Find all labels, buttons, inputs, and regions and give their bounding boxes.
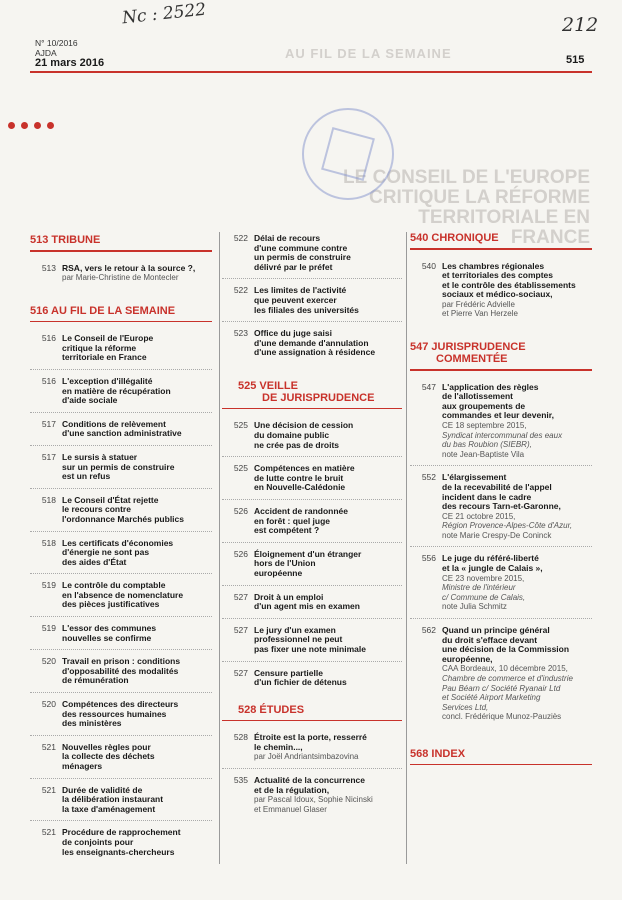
page-ref: 521 [41, 827, 56, 838]
toc-entry[interactable] [30, 581, 212, 610]
entry-title: d'aide sociale [62, 395, 118, 406]
page-ref: 525 [233, 463, 248, 474]
page-ref: 522 [233, 285, 248, 296]
page-ref: 521 [41, 741, 56, 752]
page-ref: 556 [421, 553, 436, 564]
entry-title: Procédure de rapprochement [62, 827, 181, 838]
page-ref: 526 [233, 548, 248, 559]
column-divider-1 [219, 232, 220, 864]
toc-entry[interactable] [222, 776, 402, 814]
page-ref: 519 [41, 580, 56, 591]
entry-title: Les chambres régionales [442, 260, 545, 271]
entry-citation: c/ Commune de Calais, [442, 592, 526, 602]
section-heading-line: 525 VEILLE [238, 379, 298, 392]
entry-title: Éloignement d'un étranger [254, 548, 362, 559]
page-ref: 520 [41, 656, 56, 667]
entry-body [62, 334, 212, 363]
section-heading [222, 704, 402, 716]
entry-separator [410, 618, 592, 619]
entry-title: critique la réforme [62, 342, 137, 353]
entry-title: L'élargissement [442, 472, 507, 483]
entry-title: Le jury d'un examen [254, 624, 336, 635]
page-ref: 518 [41, 494, 56, 505]
entry-citation: Chambre de commerce et d'industrie [442, 674, 573, 683]
toc-entry[interactable] [222, 286, 402, 315]
entry-separator [30, 649, 212, 650]
column-3 [410, 232, 592, 765]
entry-title: Droit à un emploi [254, 591, 324, 602]
entry-title: européenne [254, 567, 303, 578]
entry-title: de rémunération [62, 675, 129, 686]
entry-title: L'exception d'illégalité [62, 375, 153, 386]
toc-entry[interactable] [410, 626, 592, 722]
entry-body [442, 262, 592, 320]
entry-citation: CAA Bordeaux, 10 décembre 2015, [442, 664, 568, 674]
entry-title: Le sursis à statuer [62, 451, 138, 462]
entry-title: des ressources humaines [62, 708, 167, 719]
issue-date: 21 mars 2016 [35, 57, 105, 69]
handwritten-folio: 212 [562, 14, 599, 36]
page-ref: 518 [41, 537, 56, 548]
entry-title: des pièces justificatives [62, 599, 160, 610]
entry-title: RSA, vers le retour à la source ?, [62, 262, 196, 273]
toc-entry[interactable] [410, 383, 592, 460]
entry-body [62, 581, 212, 610]
entry-citation: note Marie Crespy-De Coninck [442, 530, 552, 540]
entry-body [62, 453, 212, 482]
entry-separator [30, 369, 212, 370]
toc-entry[interactable] [30, 828, 212, 857]
entry-title: de conjoints pour [62, 836, 134, 847]
page-ref: 523 [233, 328, 248, 339]
page-ref: 522 [233, 233, 248, 243]
entry-author: et Emmanuel Glaser [254, 804, 327, 814]
toc-entry[interactable] [222, 234, 402, 272]
entry-title: un permis de construire [254, 252, 351, 263]
entry-body [254, 464, 402, 493]
entry-citation: du bas Roubion (SIEBR), [442, 440, 532, 450]
toc-entry[interactable] [222, 507, 402, 536]
toc-entry[interactable] [410, 473, 592, 540]
entry-title: commandes et leur devenir, [442, 410, 554, 421]
entry-title: du droit s'efface devant [442, 634, 538, 645]
entry-separator [30, 445, 212, 446]
entry-separator [222, 456, 402, 457]
entry-title: Quand un principe général [442, 625, 550, 636]
entry-citation: Région Provence-Alpes-Côte d'Azur, [442, 521, 573, 531]
toc-entry[interactable] [30, 334, 212, 363]
entry-title: Durée de validité de [62, 784, 143, 795]
page-ref: 527 [233, 667, 248, 678]
entry-body [62, 264, 212, 283]
bleed-through-headline: LE CONSEIL DE L'EUROPE CRITIQUE LA RÉFORME TERRITORIALE EN FRANCE [343, 167, 590, 248]
entry-title: Censure partielle [254, 667, 323, 678]
entry-title: délivré par le préfet [254, 261, 333, 272]
entry-title: Le contrôle du comptable [62, 580, 166, 591]
entry-separator [30, 820, 212, 821]
toc-entry[interactable] [222, 464, 402, 493]
page-number: 515 [566, 54, 585, 66]
entry-title: européenne, [442, 653, 493, 664]
entry-body [62, 786, 212, 815]
toc-entry[interactable] [222, 329, 402, 358]
entry-body [254, 286, 402, 315]
entry-author: par Marie-Christine de Montecler [62, 273, 179, 283]
entry-title: sur un permis de construire [62, 461, 175, 472]
entry-separator [30, 692, 212, 693]
entry-body [254, 626, 402, 655]
entry-body [442, 473, 592, 540]
toc-entry[interactable] [222, 593, 402, 612]
entry-title: les filiales des universités [254, 304, 359, 315]
entry-title: ménagers [62, 761, 103, 771]
page-ref: 519 [41, 623, 56, 634]
toc-entry[interactable] [410, 262, 592, 320]
entry-body [254, 776, 402, 814]
entry-title: la délibération instaurant [62, 794, 164, 805]
entry-title: nouvelles se confirme [62, 632, 152, 643]
header-rule [30, 71, 592, 73]
entry-title: de l'allotissement [442, 391, 513, 402]
toc-entry[interactable] [30, 624, 212, 643]
entry-body [62, 700, 212, 729]
section-heading-line: 513 TRIBUNE [30, 234, 101, 246]
section-heading [30, 234, 212, 246]
page-ref: 552 [421, 472, 436, 483]
entry-body [254, 507, 402, 536]
entry-separator [222, 278, 402, 279]
entry-body [62, 657, 212, 686]
entry-body [442, 554, 592, 612]
entry-title: Les limites de l'activité [254, 285, 347, 296]
entry-separator [30, 735, 212, 736]
section-heading-line: DE JURISPRUDENCE [262, 391, 375, 404]
entry-author: et Pierre Van Herzele [442, 309, 518, 319]
entry-title: des ministères [62, 718, 122, 729]
page-ref: 526 [233, 506, 248, 516]
library-stamp [302, 108, 394, 200]
column-2 [222, 234, 402, 814]
entry-body [62, 377, 212, 406]
section-heading [410, 341, 592, 365]
entry-body [254, 733, 402, 762]
section-heading-line: 540 CHRONIQUE [410, 232, 499, 244]
entry-title: en forêt : quel juge [254, 515, 331, 526]
entry-title: Étroite est la porte, resserré [254, 732, 367, 743]
entry-body [254, 550, 402, 579]
toc-entry[interactable] [30, 496, 212, 525]
entry-body [62, 420, 212, 439]
entry-title: Travail en prison : conditions [62, 656, 181, 667]
entry-separator [30, 778, 212, 779]
entry-separator [410, 546, 592, 547]
toc-entry[interactable] [222, 421, 402, 450]
entry-citation: CE 23 novembre 2015, [442, 573, 525, 583]
toc-entry[interactable] [30, 786, 212, 815]
toc-entry[interactable] [30, 657, 212, 686]
section-heading-line: 528 ÉTUDES [238, 703, 305, 716]
entry-title: ne crée pas de droits [254, 439, 340, 450]
entry-title: de lutte contre le bruit [254, 472, 344, 483]
entry-title: Conditions de relèvement [62, 418, 166, 429]
entry-separator [410, 465, 592, 466]
toc-entry[interactable] [30, 539, 212, 568]
entry-citation: CE 21 octobre 2015, [442, 511, 516, 521]
column-divider-2 [406, 232, 407, 864]
section-heading-line: 516 AU FIL DE LA SEMAINE [30, 304, 176, 317]
toc-entry[interactable] [410, 554, 592, 612]
entry-separator [30, 412, 212, 413]
entry-title: des aides d'État [62, 556, 127, 567]
entry-citation: Syndicat intercommunal des eaux [442, 430, 563, 440]
entry-title: Accident de randonnée [254, 506, 348, 516]
entry-separator [30, 531, 212, 532]
page-ref: 517 [41, 451, 56, 462]
entry-body [62, 743, 212, 772]
section-heading-line: 568 INDEX [410, 747, 466, 760]
toc-entry[interactable] [222, 669, 402, 688]
entry-title: d'une commune contre [254, 242, 348, 253]
entry-title: en l'absence de nomenclature [62, 589, 184, 600]
entry-body [254, 593, 402, 612]
entry-title: est compétent ? [254, 525, 320, 536]
entry-title: et la « jungle de Calais », [442, 563, 543, 574]
entry-separator [222, 618, 402, 619]
entry-body [254, 234, 402, 272]
entry-body [442, 383, 592, 460]
page-ref: 540 [421, 260, 436, 271]
section-heading [222, 380, 402, 404]
entry-citation: note Julia Schmitz [442, 602, 507, 612]
entry-title: d'un agent mis en examen [254, 601, 360, 612]
entry-title: d'une demande d'annulation [254, 337, 369, 348]
page-ref: 527 [233, 591, 248, 602]
toc-entry[interactable] [30, 453, 212, 482]
entry-citation: Ministre de l'intérieur [442, 583, 516, 593]
entry-title: Actualité de la concurrence [254, 775, 366, 785]
page-ref: 525 [233, 420, 248, 431]
entry-separator [222, 768, 402, 769]
entry-body [254, 669, 402, 688]
entry-title: la collecte des déchets [62, 751, 155, 762]
entry-title: du domaine public [254, 430, 330, 441]
entry-citation: note Jean-Baptiste Vila [442, 449, 525, 459]
entry-separator [222, 321, 402, 322]
page-ref: 527 [233, 624, 248, 635]
entry-citation: Pau Béarn c/ Société Ryanair Ltd [442, 683, 561, 693]
entry-title: de la recevabilité de l'appel [442, 481, 552, 492]
entry-citation: Services Ltd, [442, 702, 489, 712]
entry-title: que peuvent exercer [254, 294, 337, 305]
entry-title: Les certificats d'économies [62, 537, 174, 548]
entry-title: une décision de la Commission [442, 644, 570, 655]
entry-title: d'une sanction administrative [62, 428, 182, 439]
entry-body [62, 539, 212, 568]
entry-title: le recours contre [62, 504, 131, 515]
entry-title: et territoriales des comptes [442, 270, 554, 281]
entry-title: Nouvelles règles pour [62, 741, 151, 752]
section-heading-line: COMMENTÉE [436, 353, 508, 366]
section-rule [410, 764, 592, 766]
section-heading [410, 232, 592, 244]
entry-title: Compétences en matière [254, 463, 355, 474]
entry-title: les enseignants-chercheurs [62, 846, 175, 857]
entry-title: d'une assignation à résidence [254, 347, 376, 358]
toc-entry[interactable] [222, 550, 402, 579]
entry-body [254, 421, 402, 450]
entry-author: par Pascal Idoux, Sophie Nicinski [254, 795, 373, 805]
entry-citation: et Société Airport Marketing [442, 693, 541, 703]
issue-number: N° 10/2016 [35, 38, 78, 48]
page-ref: 517 [41, 418, 56, 429]
entry-title: des recours Tarn-et-Garonne, [442, 501, 561, 512]
entry-title: aux groupements de [442, 400, 526, 411]
page-ref: 516 [41, 333, 56, 344]
entry-separator [30, 616, 212, 617]
entry-body [62, 828, 212, 857]
entry-title: incident dans le cadre [442, 491, 532, 502]
entry-title: d'énergie ne sont pas [62, 547, 150, 558]
entry-title: Le Conseil d'État rejette [62, 494, 159, 505]
page-ref: 520 [41, 699, 56, 710]
decorative-dots [8, 122, 54, 129]
entry-citation: CE 18 septembre 2015, [442, 420, 527, 430]
toc-entry[interactable] [30, 264, 212, 283]
entry-title: pas fixer une note minimale [254, 643, 366, 654]
section-heading [410, 748, 592, 760]
entry-citation: concl. Frédérique Munoz-Pauziès [442, 712, 562, 722]
entry-title: Le juge du référé-liberté [442, 553, 539, 564]
entry-title: en Nouvelle-Calédonie [254, 482, 346, 493]
entry-title: Délai de recours [254, 233, 321, 243]
entry-body [442, 626, 592, 722]
bleed-through-banner: AU FIL DE LA SEMAINE [285, 46, 452, 61]
entry-title: est un refus [62, 471, 111, 482]
entry-title: le chemin..., [254, 741, 303, 752]
page-ref: 562 [421, 625, 436, 636]
entry-title: L'application des règles [442, 381, 539, 392]
entry-title: d'un fichier de détenus [254, 677, 347, 688]
entry-separator [222, 542, 402, 543]
entry-title: l'ordonnance Marchés publics [62, 513, 184, 524]
entry-title: en matière de récupération [62, 385, 171, 396]
toc-entry[interactable] [222, 733, 402, 762]
page-ref: 535 [233, 775, 248, 785]
toc-entry[interactable] [30, 377, 212, 406]
entry-author: par Joël Andriantsimbazovina [254, 752, 359, 762]
entry-title: Compétences des directeurs [62, 699, 179, 710]
entry-separator [222, 499, 402, 500]
section-heading [30, 305, 212, 317]
page-ref: 547 [421, 381, 436, 392]
entry-body [62, 496, 212, 525]
page-ref: 528 [233, 732, 248, 743]
toc-entry[interactable] [30, 743, 212, 772]
entry-separator [222, 585, 402, 586]
toc-entry[interactable] [30, 700, 212, 729]
entry-title: d'opposabilité des modalités [62, 665, 179, 676]
entry-body [254, 329, 402, 358]
toc-entry[interactable] [222, 626, 402, 655]
entry-title: hors de l'Union [254, 558, 316, 569]
entry-body [62, 624, 212, 643]
entry-title: la taxe d'aménagement [62, 803, 156, 814]
entry-title: et de la régulation, [254, 784, 330, 795]
entry-separator [222, 661, 402, 662]
handwritten-reference: Nc : 2522 [121, 0, 208, 29]
entry-title: territoriale en France [62, 352, 147, 363]
column-1 [30, 234, 212, 857]
entry-title: et le contrôle des établissements [442, 279, 576, 290]
entry-title: sociaux et médico-sociaux, [442, 289, 553, 300]
entry-separator [30, 488, 212, 489]
page-ref: 521 [41, 784, 56, 795]
entry-title: L'essor des communes [62, 623, 157, 634]
entry-title: Le Conseil de l'Europe [62, 333, 154, 344]
entry-author: par Frédéric Advielle [442, 299, 515, 309]
entry-separator [30, 573, 212, 574]
page-ref: 513 [41, 262, 56, 273]
entry-title: Une décision de cession [254, 420, 354, 431]
journal-name: AJDA [35, 48, 57, 58]
entry-title: Office du juge saisi [254, 328, 332, 339]
page-ref: 516 [41, 375, 56, 386]
toc-entry[interactable] [30, 420, 212, 439]
section-heading-line: 547 JURISPRUDENCE [410, 341, 526, 354]
entry-title: professionnel ne peut [254, 634, 343, 645]
